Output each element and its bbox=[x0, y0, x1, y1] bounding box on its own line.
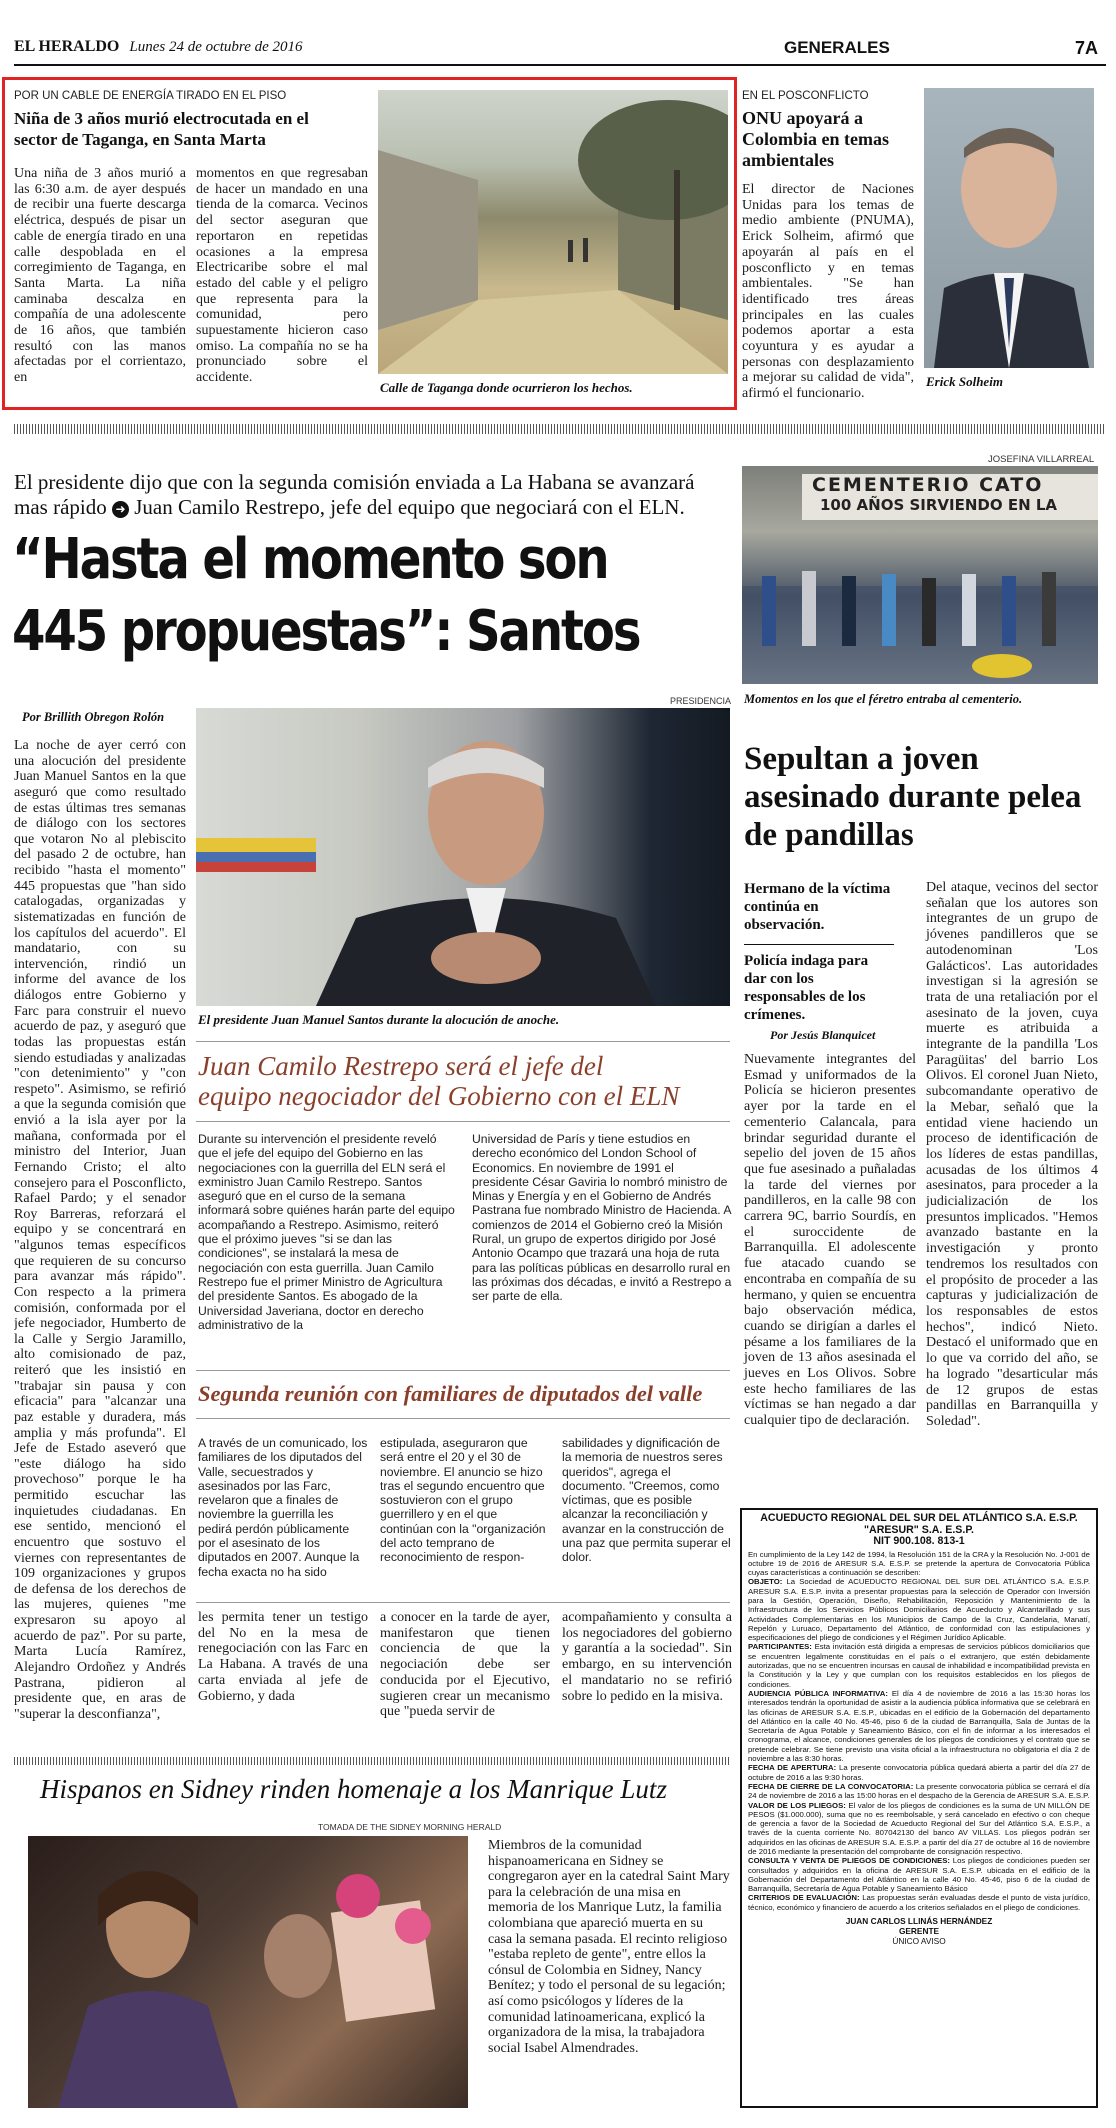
funeral-deck2: Policía indaga para dar con los responsables de los crímenes. bbox=[744, 953, 869, 1023]
main-headline-line2: 445 propuestas”: Santos bbox=[12, 599, 640, 664]
bottom-col2: a conocer en la tarde de ayer, manifestaron que tienen conciencia de que la negociación debe ser conducida por el Ejecutivo, sugieren crear un mecanismo que "pueda servir de bbox=[380, 1610, 550, 1720]
header-rule bbox=[14, 64, 1106, 66]
bottom-separator bbox=[14, 1757, 730, 1765]
notice-item-label: CONSULTA Y VENTA DE PLIEGOS DE CONDICIONES: bbox=[748, 1856, 953, 1866]
taganga-street-photo bbox=[378, 90, 728, 374]
notice-intro: En cumplimiento de la Ley 142 de 1994, la Resolución 151 de la CRA y la Resolución No. J-001 de octubre 19 de 2016 de ARESUR S.A. E.S.P. se pretende la apertura de Convocatoria Pública cuyas características a continuación se describen: bbox=[748, 1549, 1090, 1578]
main-headline-line1: “Hasta el momento son bbox=[12, 527, 608, 592]
notice-title-2: "ARESUR" S.A. E.S.P. bbox=[864, 1523, 974, 1536]
aresur-notice bbox=[740, 1508, 1098, 2108]
story2-kicker: EN EL POSCONFLICTO bbox=[742, 90, 869, 102]
main-deck bbox=[14, 470, 729, 520]
story1-caption: Calle de Taganga donde ocurrieron los hechos. bbox=[380, 380, 633, 395]
notice-item-text: Esta invitación está dirigida a empresas de servicios públicos domiciliarios que se encuentren legalmente constituidas en el país o el extranjero, que estén debidamente autorizadas, que no se encuentren incursas en causal de inhabilidad e incompatibilidad prevista en la Constitución y la Ley y que cumplan con los requisitos establecidos en los pliegos de condiciones. bbox=[748, 1642, 1090, 1689]
sub1-top-rule bbox=[196, 1041, 730, 1042]
bottom-col3: acompañamiento y consulta a los negociadores del gobierno y garantía a la sociedad". Sin embargo, en su intervención el mandatario no se refirió sobre lo pedido en la misiva. bbox=[562, 1610, 732, 1704]
notice-item-label: CRITERIOS DE EVALUACIÓN: bbox=[748, 1893, 863, 1903]
sub1-headline-line2: equipo negociador del Gobierno con el ELN bbox=[198, 1081, 680, 1111]
main-photo-credit: PRESIDENCIA bbox=[670, 696, 732, 706]
notice-item-label: OBJETO: bbox=[748, 1577, 787, 1587]
notice-item-text: La Sociedad de ACUEDUCTO REGIONAL DEL SUR DEL ATLÁNTICO S.A. E.S.P. ARESUR S.A. E.S.P. invita a presentar propuestas para la selección de Operador con Inversión para la Gestión, Operación, Diseño, Rehabilitación, Reposición y Mantenimiento de la Infraestructura de los Servicios Públicos Domiciliarios de Acueducto y Alcantarillado y sus Actividades Complementarias en los Municipios de Campo de la Cruz, Candelaria, Manatí, Repelón y Luruaco, Departamento del Atlántico, de conformidad con las estipulaciones y especificaciones del pliego de condiciones y el Régimen Jurídico Aplicable. bbox=[748, 1577, 1090, 1643]
notice-item-text: La presente convocatoria pública se cerrará el día 24 de noviembre de 2016 a las 15:00 horas en el despacho de la Gerencia de ARESUR S.A. E.S.P. bbox=[748, 1781, 1090, 1801]
crowd-illustration bbox=[742, 466, 1098, 684]
sub2-bottom-rule bbox=[196, 1602, 730, 1603]
sidney-mass-photo bbox=[28, 1836, 468, 2108]
section-separator bbox=[14, 424, 1106, 434]
funeral-photo-credit: JOSEFINA VILLARREAL bbox=[988, 454, 1095, 465]
notice-item bbox=[748, 1893, 1090, 1912]
section-name: GENERALES bbox=[784, 38, 890, 57]
notice-item bbox=[748, 1642, 1090, 1688]
notice-item-label: FECHA DE CIERRE DE LA CONVOCATORIA: bbox=[748, 1781, 916, 1791]
sub1-underline bbox=[196, 1121, 730, 1122]
sub1-col2: Universidad de París y tiene estudios en derecho económico del London School of Economics. En noviembre de 1991 el presidente César Gaviria lo nombró ministro de Minas y Energía y en el Gobierno de Andrés Pastrana fue nombrado Ministro de Hacienda. A comienzos de 2014 el Gobierno creó la Misión Rural, un grupo de expertos dirigido por José Antonio Ocampo que trazará una hoja de ruta para las políticas públicas en desarrollo rural en las próximas dos décadas, e invitó a Restrepo a ser parte de ella. bbox=[472, 1132, 732, 1304]
cemetery-sign-line1: CEMENTERIO CATO bbox=[812, 474, 1044, 496]
erick-solheim-photo bbox=[924, 88, 1094, 368]
cemetery-caption: Momentos en los que el féretro entraba al cementerio. bbox=[744, 692, 1023, 706]
notice-nit: NIT 900.108. 813-1 bbox=[873, 1535, 965, 1547]
funeral-deck1: Hermano de la víctima continúa en observación. bbox=[744, 881, 891, 933]
santos-photo-caption: El presidente Juan Manuel Santos durante la alocución de anoche. bbox=[198, 1012, 560, 1027]
notice-item bbox=[748, 1577, 1090, 1642]
story1-kicker: POR UN CABLE DE ENERGÍA TIRADO EN EL PISO bbox=[14, 90, 287, 102]
funeral-byline: Por Jesús Blanquicet bbox=[770, 1028, 876, 1042]
header-date: Lunes 24 de octubre de 2016 bbox=[129, 39, 303, 55]
bottom-col1: les permita tener un testigo del No en la mesa de renegociación con las Farc en La Habana. A través de una carta enviada al jefe de Gobierno, y dada bbox=[198, 1610, 368, 1704]
notice-item bbox=[748, 1856, 1090, 1893]
page-number: 7A bbox=[1074, 38, 1098, 58]
sub2-top-rule bbox=[196, 1370, 730, 1371]
main-left-column: La noche de ayer cerró con una alocución del presidente Juan Manuel Santos en la que aseguró que como resultado de estas últimas tres semanas de diálogo con los sectores que votaron No al plebiscito del pasado 2 de octubre, han recibido "hasta el momento" 445 propuestas que "han sido catalogadas, organizadas y sistematizadas en función de los capítulos del acuerdo". El mandatario, con su intervención, rindió un informe del avance de los diálogos entre Gobierno y Farc para construir el nuevo acuerdo de paz, y aseguró que todas las propuestas están siendo estudiadas y analizadas "con detenimiento" y "con respeto". Asimismo, se refirió a que la segunda comisión que envió a la isla ayer por la mañana, conformada por el ministro del Interior, Juan Fernando Cristo; el alto consejero para el Posconflicto, Rafael Pardo; y el senador Roy Barreras, reforzará el equipo y se concentrará en "algunos temas específicos que requieren de su concurso para avanzar más rápido". Con respecto a la primera comisión, conformada por el jefe negociador, Humberto de la Calle y Sergio Jaramillo, alto comisionado de paz, reiteró que les insistió en "trabajar sin pausa y con eficacia" para "alcanzar una paz estable y duradera, más amplia y más profunda". El Jefe de Estado aseveró que "este diálogo ha sido provechoso" porque le ha permitido escuchar las inquietudes ciudadanas. En ese sentido, mencionó el encuentro que sostuvo el viernes con representantes de 109 organizaciones y grupos de defensa de los derechos de las mujeres, quienes "me expresaron su apoyo al acuerdo de paz". Por su parte, Marta Lucía Ramírez, Alejandro Ordoñez y Andrés Pastrana, pidieron al presidente que, en aras de "superar la desconfianza", bbox=[14, 738, 186, 1722]
main-headline bbox=[12, 524, 640, 668]
sidney-photo-credit: TOMADA DE THE SIDNEY MORNING HERALD bbox=[318, 1822, 502, 1832]
notice-item-text: Las propuestas serán evaluadas desde el punto de vista jurídico, técnico, económico y financiero de acuerdo a los criterios señalados en el pliego de condiciones. bbox=[748, 1893, 1090, 1912]
story1-col1: Una niña de 3 años murió a las 6:30 a.m. de ayer después de recibir una fuerte descarga eléctrica, después de pisar un cable de energía tirado en una calle despoblada en el corregimiento de Taganga, en Santa Marta. La niña caminaba descalza en compañía de una adolescente de 16 años, que también resultó con las manos afectadas por el corrientazo, en bbox=[14, 166, 186, 386]
main-deck-text-2: Juan Camilo Restrepo, jefe del equipo que negociará con el ELN. bbox=[134, 495, 685, 519]
notice-item-label: FECHA DE APERTURA: bbox=[748, 1763, 840, 1773]
sub2-underline bbox=[196, 1418, 730, 1419]
taganga-street-illustration bbox=[378, 90, 728, 374]
sub1-headline bbox=[198, 1051, 732, 1111]
story2-caption: Erick Solheim bbox=[926, 374, 1003, 389]
notice-item-text: El valor de los pliegos de condiciones es la suma de UN MILLÓN DE PESOS ($1.000.000), suma que no es reembolsable, y será cancelado en efectivo o con cheque de gerencia a favor de la Sociedad de Acueducto Regional del Sur del Atlántico S.A. E.S.P., a través de la cuenta corriente No. 807042130 del banco AV VILLAS. Los pliegos podrán ser adquiridos en las oficinas de ARESUR S.A. E.S.P. a partir del día 27 de octubre al 16 de noviembre de 2016 mediante la presentación del comprobante de consignación respectivo. bbox=[748, 1800, 1090, 1856]
notice-item-text: El día 4 de noviembre de 2016 a las 15:30 horas los interesados tendrán la oportunidad de asistir a la audiencia pública informativa que se celebrará en las oficinas de ARESUR S.A. E.S.P., ubicadas en el edificio de la Gobernación del departamento del Atlántico en la calle 40 No. 45-46, piso 6 de la ciudad de Barranquilla, Sala de Juntas de la Secretaría de Agua Potable y Saneamiento Básico, con el fin de informar a los interesados el cronograma, el alcance, condiciones generales de los pliegos de condiciones y el contrato que se pretende celebrar. Se tiene previsto una visita oficial a la infraestructura no obligatoria el día 2 de noviembre a las 8:30 horas. bbox=[748, 1688, 1090, 1764]
sub2-col3: sabilidades y dignificación de la memoria de nuestros seres queridos", agrega el documento. "Creemos, como víctimas, que es posible alcanzar la reconciliación y avanzar en la construcción de una paz que permita superar el dolor. bbox=[562, 1436, 731, 1565]
notice-item bbox=[748, 1763, 1090, 1782]
notice-role: GERENTE bbox=[898, 1926, 940, 1937]
notice-item-text: Los pliegos de condiciones pueden ser consultados y adquiridos en la oficina de ARESUR S.A. E.S.P. ubicada en el edificio de la Gobernación del Departamento del Atlántico en la calle 40 No. 45-46, piso 6 de la ciudad de Barranquilla, Secretaría de Agua Potable y Saneamiento Básico bbox=[748, 1856, 1090, 1894]
cemetery-photo bbox=[742, 466, 1098, 684]
santos-photo bbox=[196, 708, 730, 1006]
story2-headline: ONU apoyará a Colombia en temas ambientales bbox=[742, 108, 889, 170]
sub2-headline: Segunda reunión con familiares de diputados del valle bbox=[198, 1381, 703, 1406]
notice-item bbox=[748, 1801, 1090, 1857]
notice-items bbox=[748, 1577, 1090, 1912]
funeral-deck-rule bbox=[744, 944, 894, 945]
notice-item-label: AUDIENCIA PÚBLICA INFORMATIVA: bbox=[748, 1688, 892, 1698]
notice-single: ÚNICO AVISO bbox=[892, 1936, 946, 1947]
sub1-col1: Durante su intervención el presidente reveló que el jefe del equipo del Gobierno en las negociaciones con la guerrilla del ELN será el exministro Juan Camilo Restrepo. Santos aseguró que en el curso de la semana informará sobre quiénes harán parte del equipo acompañando a Restrepo. Asimismo, reiteró que el próximo jueves "si se dan las condiciones", se instalará la mesa de negociación con esta guerrilla. Juan Camilo Restrepo fue el primer Ministro de Agricultura del presidente Santos. Es abogado de la Universidad Javeriana, doctor en derecho administrativo de la bbox=[198, 1132, 455, 1332]
notice-item-text: La presente convocatoria pública quedará abierta a partir del día 27 de octubre de 2016 a las 9:30 horas. bbox=[748, 1763, 1091, 1782]
masthead bbox=[14, 38, 1104, 60]
main-byline: Por Brillith Obregon Rolón bbox=[22, 710, 165, 724]
arrow-right-icon: ➜ bbox=[112, 501, 129, 518]
funeral-headline: Sepultan a joven asesinado durante pelea de pandillas bbox=[744, 741, 1082, 853]
notice-signer: JUAN CARLOS LLINÁS HERNÁNDEZ bbox=[845, 1916, 993, 1927]
sub2-col1: A través de un comunicado, los familiares de los diputados del Valle, secuestrados y asesinados por las Farc, revelaron que a finales de noviembre la guerrilla les pedirá perdón públicamente por el asesinato de los diputados en 2007. Aunque la fecha exacta no ha sido bbox=[198, 1436, 368, 1579]
notice-item bbox=[748, 1782, 1090, 1801]
funeral-col2: Del ataque, vecinos del sector señalan que los autores son integrantes de un grupo de jóvenes pandilleros que se autodenominan 'Los Galácticos'. Las autoridades investigan si la agresión se trata de una retaliación por el asesinato de la joven, cuya muerte es atribuida a integrante de la pandilla 'Los Paragüitas' del barrio Los Olivos. El coronel Juan Nieto, subcomandante operativo de la Mebar, señaló que la entidad viene haciendo un proceso de identificación de los líderes de estas pandillas, acusadas de los últimos 4 asesinatos, para proceder a la judicialización de los presuntos implicados. "Hemos avanzado bastante en la investigación y pronto tendremos los resultados con el propósito de proceder a las capturas y judicialización de los responsables de estos hechos", indicó Nieto. Destacó el uniformado que en lo que va corrido del año, se ha logrado "desarticular más de 12 grupos de estas pandillas en Barranquilla y Soledad". bbox=[926, 880, 1098, 1429]
notice-title-1: ACUEDUCTO REGIONAL DEL SUR DEL ATLÁNTICO S.A. E.S.P. bbox=[760, 1512, 1078, 1524]
funeral-col1: Nuevamente integrantes del Esmad y uniformados de la Policía se hicieron presentes ayer por la tarde en el cementerio Calancala, para brindar seguridad durante el sepelio del joven de 15 años que fue asesinado a puñaladas la tarde del viernes por pandilleros, en la calle 98 con carrera 9C, barrio Sourdís, en el suroccidente de Barranquilla. El adolescente fue atacado cuando se encontraba en compañía de su hermano, y quien se encuentra bajo observación médica, cuando se dirigían a darles el pésame a los familiares de la joven de 13 años asesinada el jueves en Los Olivos. Sobre este hecho familiares de las víctimas se han negado a dar cualquier tipo de declaración. bbox=[744, 1052, 916, 1429]
sub1-headline-line1: Juan Camilo Restrepo será el jefe del bbox=[198, 1051, 604, 1081]
santos-illustration bbox=[196, 708, 730, 1006]
story1-col2: momentos en que regresaban de hacer un mandado en una tienda de la comarca. Vecinos del sector aseguran que reportaron en repetidas ocasiones a la empresa Electricaribe sobre el mal estado del cable y el peligro que representa para la comunidad, pero supuestamente hicieron caso omiso. La compañía no se ha pronunciado sobre el accidente. bbox=[196, 166, 368, 386]
notice-item-label: PARTICIPANTES: bbox=[748, 1642, 815, 1652]
portrait-illustration bbox=[924, 88, 1094, 368]
notice-item bbox=[748, 1689, 1090, 1763]
notice-title bbox=[748, 1513, 1090, 1548]
sidney-illustration bbox=[28, 1836, 468, 2108]
sidney-headline: Hispanos en Sidney rinden homenaje a los Manrique Lutz bbox=[40, 1774, 667, 1804]
paper-name: EL HERALDO bbox=[14, 38, 120, 55]
notice-item-label: VALOR DE LOS PLIEGOS: bbox=[748, 1800, 849, 1810]
main-deck-text: El presidente dijo que con la segunda comisión enviada a La Habana se avanzará mas rápido bbox=[14, 470, 695, 519]
story1-headline: Niña de 3 años murió electrocutada en el sector de Taganga, en Santa Marta bbox=[14, 109, 309, 149]
sidney-body: Miembros de la comunidad hispanoamericana en Sidney se congregaron ayer en la catedral Saint Mary para la celebración de una misa en memoria de los Manrique Lutz, la familia colombiana que apareció muerta en su casa la semana pasada. El recinto religioso "estaba repleto de gente", entre ellos la cónsul de Colombia en Sidney, Nancy Benítez; y todo el personal de su legación; así como psicólogos y líderes de la comunidad latinoamericana, explicó la organizadora de la misa, la trabajadora social Isabel Almendrades. bbox=[488, 1838, 730, 2056]
sub2-col2: estipulada, aseguraron que será entre el 20 y el 30 de noviembre. El anuncio se hizo tras el segundo encuentro que sostuvieron con el grupo guerrillero y en el que continúan con la "organización del acto temprano de reconocimiento de respon- bbox=[380, 1436, 546, 1565]
story2-body: El director de Naciones Unidas para los temas de medio ambiente (PNUMA), Erick Solheim, afirmó que apoyarán al país en el posconflicto y en temas ambientales. "Se han identificado tres áreas principales en las cuales podemos aportar a esta coyuntura y es ayudar a personas con desplazamiento a mejorar su calidad de vida", afirmó el funcionario. bbox=[742, 182, 914, 402]
notice-signature bbox=[748, 1916, 1090, 1946]
cemetery-sign-line2: 100 AÑOS SIRVIENDO EN LA bbox=[820, 496, 1058, 514]
